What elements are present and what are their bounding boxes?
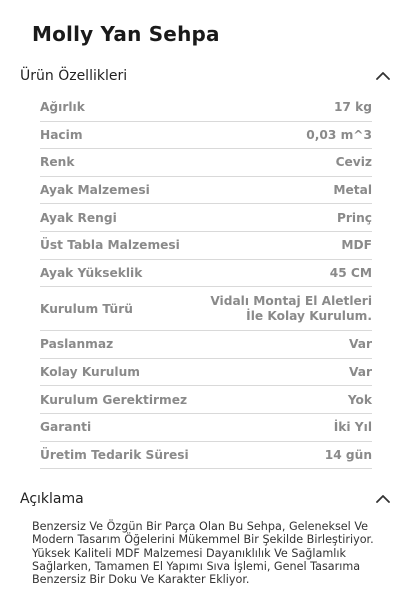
spec-row-easy-install	[40, 359, 372, 387]
spec-row-warranty	[40, 414, 372, 442]
spec-value: MDF	[341, 238, 372, 253]
spec-label: Hacim	[40, 127, 83, 142]
spec-label: Garanti	[40, 420, 92, 435]
specs-table	[40, 94, 372, 469]
spec-value: 14 gün	[324, 447, 372, 462]
spec-value: Vidalı Montaj El Aletleri İle Kolay Kurulum.	[210, 293, 372, 323]
spec-label: Kolay Kurulum	[40, 365, 140, 380]
spec-label: Kurulum Gerektirmez	[40, 392, 188, 407]
spec-row-leg-material	[40, 177, 372, 205]
spec-row-weight	[40, 94, 372, 122]
spec-value: Ceviz	[335, 155, 372, 170]
spec-label: Üst Tabla Malzemesi	[40, 238, 180, 253]
page-title: Molly Yan Sehpa	[32, 22, 220, 46]
spec-row-stainless	[40, 331, 372, 359]
spec-value: Yok	[347, 392, 372, 407]
spec-label: Renk	[40, 155, 75, 170]
spec-row-volume	[40, 122, 372, 150]
specs-section-header[interactable]	[20, 64, 392, 88]
spec-row-leg-color	[40, 204, 372, 232]
spec-row-color	[40, 149, 372, 177]
spec-value: 45 CM	[329, 265, 372, 280]
spec-label: Ayak Yükseklik	[40, 265, 143, 280]
chevron-up-icon[interactable]	[374, 67, 392, 85]
spec-value: Prinç	[336, 210, 372, 225]
spec-label: Üretim Tedarik Süresi	[40, 447, 189, 462]
spec-row-lead-time	[40, 442, 372, 470]
spec-value: Var	[349, 365, 372, 380]
spec-value: Metal	[333, 183, 372, 198]
spec-row-top-material	[40, 232, 372, 260]
chevron-up-icon[interactable]	[374, 490, 392, 508]
description-section-header[interactable]	[20, 487, 392, 511]
spec-value: Var	[349, 337, 372, 352]
spec-value: İki Yıl	[333, 420, 372, 435]
spec-label: Paslanmaz	[40, 337, 114, 352]
spec-label: Ayak Rengi	[40, 210, 117, 225]
spec-row-installation-type	[40, 287, 372, 331]
spec-row-no-install	[40, 386, 372, 414]
spec-row-leg-height	[40, 260, 372, 288]
specs-section-title: Ürün Özellikleri	[20, 68, 128, 84]
spec-label: Kurulum Türü	[40, 301, 133, 316]
description-text: Benzersiz Ve Özgün Bir Parça Olan Bu Sehpa, Geleneksel Ve Modern Tasarım Öğelerini Mükemmel Bir Şekilde Birleştiriyor. Yüksek Kaliteli MDF Malzemesi Dayanıklılık Ve Sağlamlık Sağlarken, Tamamen El Yapımı Sıva İşlemi, Genel Tasarıma Benzersiz Bir Doku Ve Karakter Ekliyor.	[32, 520, 374, 587]
spec-label: Ayak Malzemesi	[40, 183, 150, 198]
spec-value: 0,03 m^3	[306, 127, 372, 142]
spec-label: Ağırlık	[40, 100, 85, 115]
spec-value: 17 kg	[333, 100, 372, 115]
description-section-title: Açıklama	[20, 491, 84, 507]
